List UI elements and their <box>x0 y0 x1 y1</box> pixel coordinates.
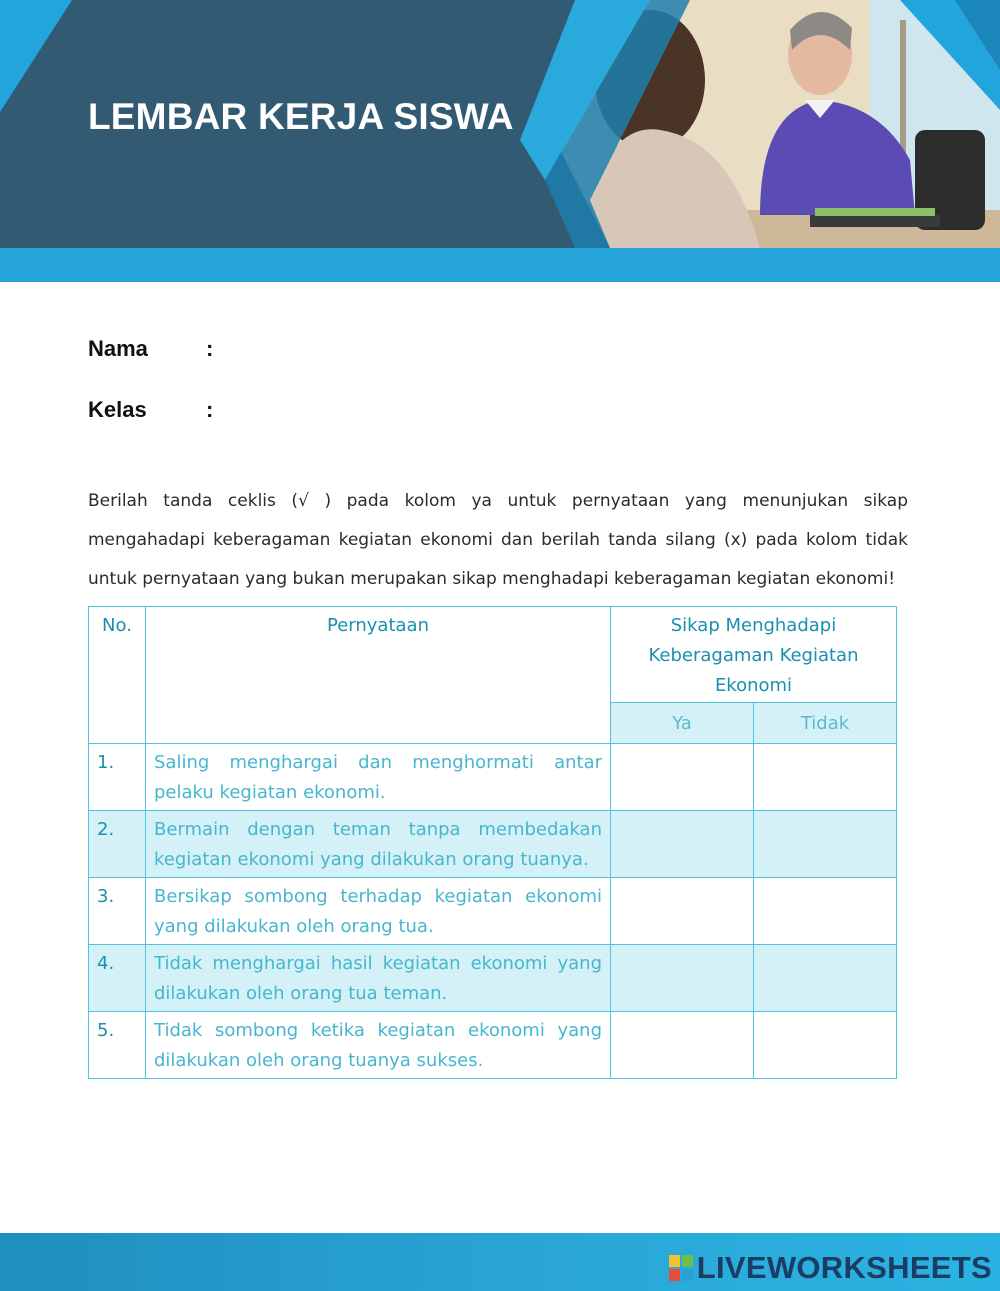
instructions: Berilah tanda ceklis (√ ) pada kolom ya untuk pernyataan yang menunjukan sikap mengahadapi keberagaman kegiatan ekonomi dan berilah tanda silang (x) pada kolom tidak untuk pernyataan yang bukan merupakan sikap menghadapi keberagaman kegiatan ekonomi! <box>88 491 908 589</box>
table-row <box>89 945 897 1012</box>
class-colon: : <box>206 397 214 422</box>
row-number: 1. <box>89 744 146 811</box>
table-row <box>89 1012 897 1079</box>
answer-cell-tidak[interactable] <box>754 945 897 1012</box>
header-banner <box>0 0 1000 282</box>
name-colon: : <box>206 336 214 361</box>
table-row <box>89 811 897 878</box>
page-title: LEMBAR KERJA SISWA <box>88 96 514 137</box>
table-row <box>89 744 897 811</box>
class-label: Kelas <box>88 397 147 422</box>
liveworksheets-logo-icon <box>669 1255 693 1281</box>
header-graphic <box>0 0 1000 282</box>
header-statement: Pernyataan <box>146 607 611 744</box>
header-no: No. <box>89 607 146 744</box>
row-statement: Tidak sombong ketika kegiatan ekonomi yang dilakukan oleh orang tuanya sukses. <box>146 1012 611 1079</box>
row-statement: Tidak menghargai hasil kegiatan ekonomi yang dilakukan oleh orang tua teman. <box>146 945 611 1012</box>
header-attitude: Sikap Menghadapi Keberagaman Kegiatan Ekonomi <box>611 607 897 703</box>
row-number: 4. <box>89 945 146 1012</box>
answer-cell-ya[interactable] <box>611 878 754 945</box>
table-row <box>89 878 897 945</box>
row-statement: Bermain dengan teman tanpa membedakan kegiatan ekonomi yang dilakukan orang tuanya. <box>146 811 611 878</box>
answer-cell-ya[interactable] <box>611 945 754 1012</box>
class-field[interactable] <box>88 397 213 423</box>
row-number: 5. <box>89 1012 146 1079</box>
name-label: Nama <box>88 336 148 361</box>
brand[interactable] <box>669 1250 992 1286</box>
header-yes: Ya <box>611 703 754 744</box>
row-number: 3. <box>89 878 146 945</box>
answer-cell-ya[interactable] <box>611 1012 754 1079</box>
row-number: 2. <box>89 811 146 878</box>
brand-name: LIVEWORKSHEETS <box>696 1250 992 1285</box>
row-statement: Saling menghargai dan menghormati antar pelaku kegiatan ekonomi. <box>146 744 611 811</box>
table-header-row <box>89 607 897 703</box>
answer-cell-tidak[interactable] <box>754 1012 897 1079</box>
worksheet-table <box>88 606 897 1079</box>
answer-cell-tidak[interactable] <box>754 878 897 945</box>
answer-cell-tidak[interactable] <box>754 811 897 878</box>
row-statement: Bersikap sombong terhadap kegiatan ekonomi yang dilakukan oleh orang tua. <box>146 878 611 945</box>
name-field[interactable] <box>88 336 213 362</box>
answer-cell-tidak[interactable] <box>754 744 897 811</box>
answer-cell-ya[interactable] <box>611 744 754 811</box>
answer-cell-ya[interactable] <box>611 811 754 878</box>
header-tidak: Tidak <box>754 703 897 744</box>
